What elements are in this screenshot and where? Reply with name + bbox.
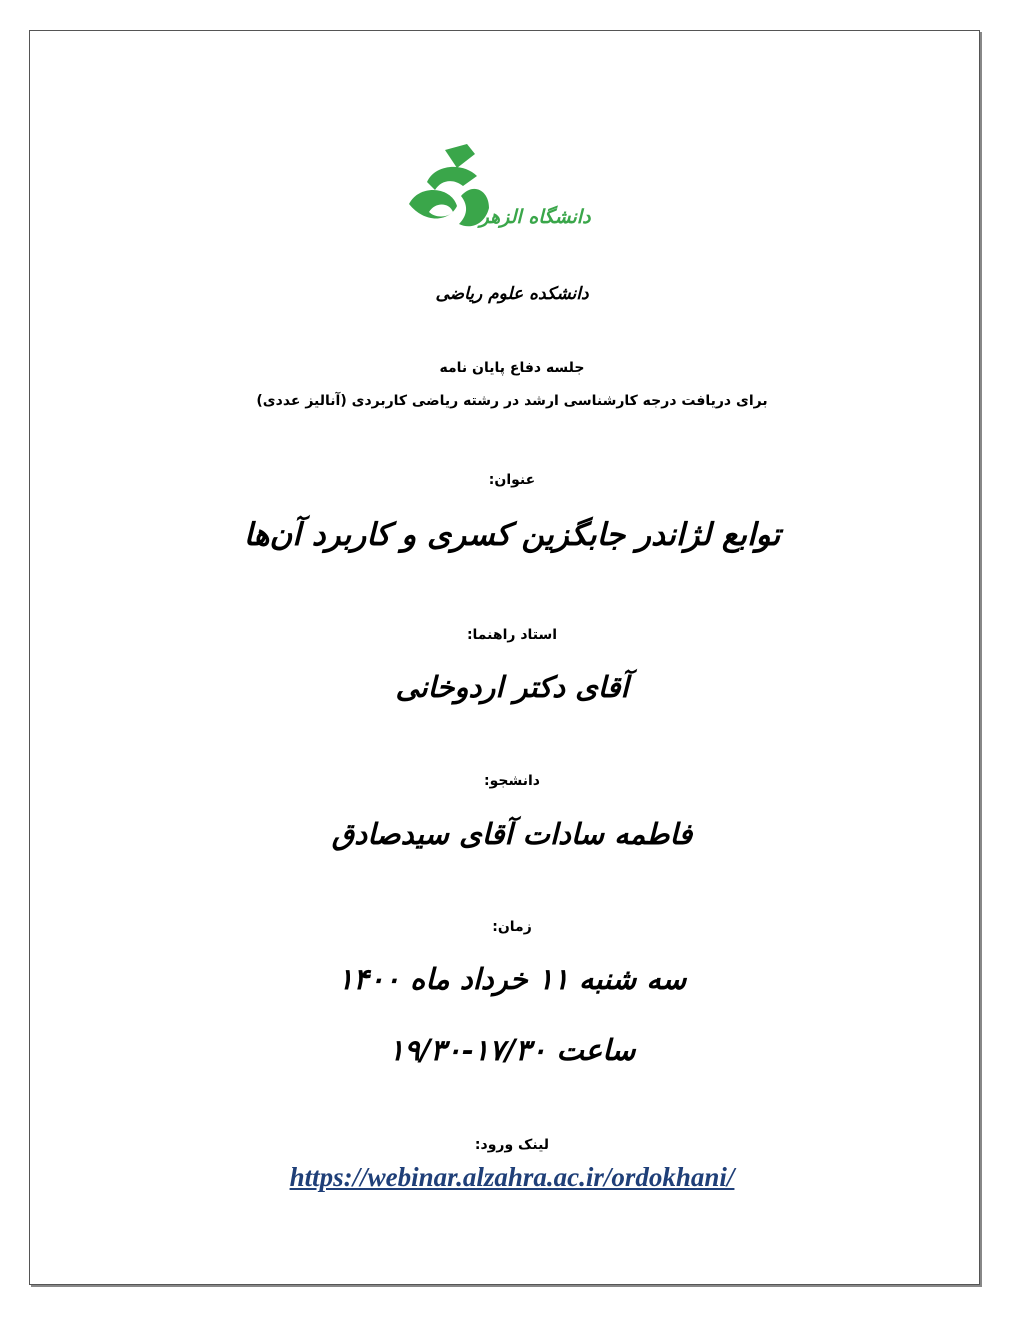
student-name: فاطمه سادات آقای سیدصادق (331, 817, 693, 851)
degree-line: برای دریافت درجه کارشناسی ارشد در رشته ریاضی کاربردی (آنالیز عددی) (256, 393, 768, 409)
webinar-link[interactable]: https://webinar.alzahra.ac.ir/ordokhani/ (289, 1162, 735, 1192)
faculty-name: دانشکده علوم ریاضی (435, 284, 589, 304)
thesis-title: توابع لژاندر جابگزین کسری و کاربرد آن‌ها (243, 517, 781, 553)
session-date: سه شنبه ۱۱ خرداد ماه ۱۴۰۰ (337, 962, 687, 996)
time-label: زمان: (492, 919, 532, 935)
student-label: دانشجو: (484, 773, 540, 789)
logo-text: دانشگاه الزهراء (465, 206, 591, 228)
session-hours: ساعت ۱۷/۳۰-۱۹/۳۰ (388, 1033, 636, 1067)
thesis-title-label: عنوان: (488, 472, 536, 488)
advisor-name: آقای دکتر اردوخانی (395, 670, 629, 704)
advisor-label: استاد راهنما: (466, 627, 558, 643)
session-title: جلسه دفاع پایان نامه (439, 360, 585, 376)
link-label: لینک ورود: (474, 1137, 550, 1153)
